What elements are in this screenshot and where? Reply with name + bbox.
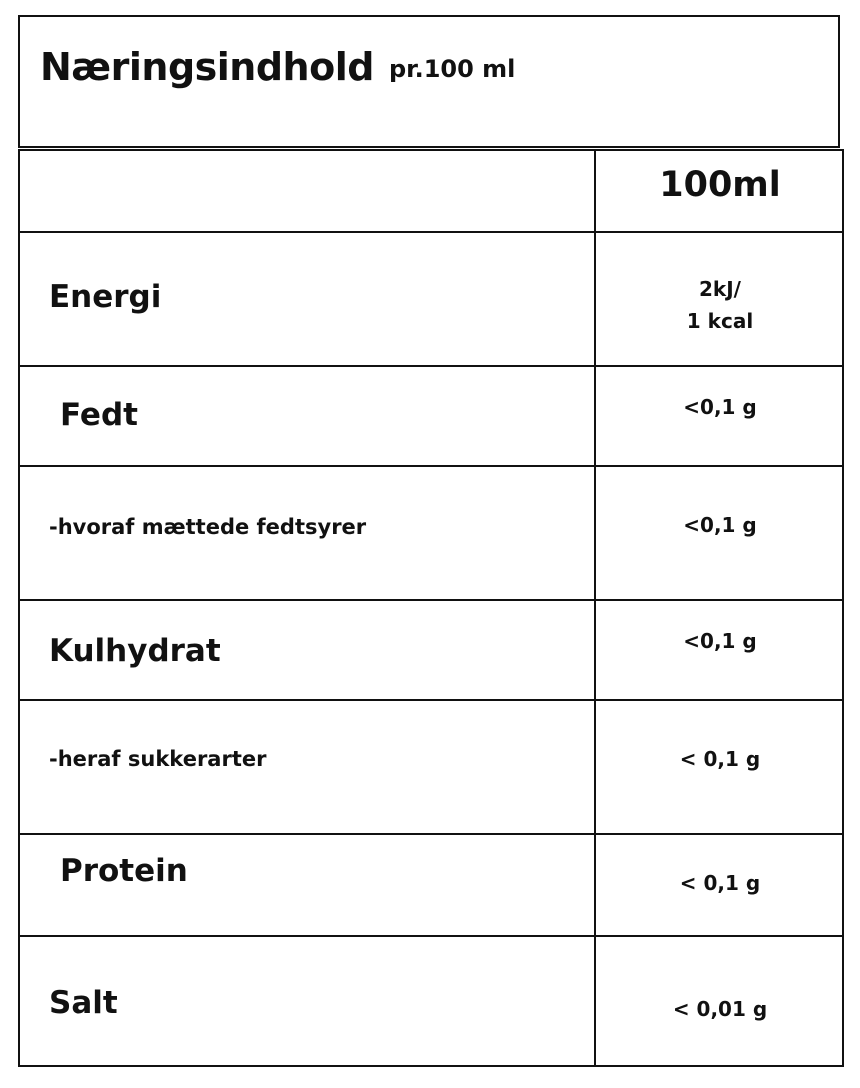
table-row-protein — [18, 835, 844, 937]
table-header-row — [18, 149, 844, 233]
nutrition-table — [18, 149, 844, 1067]
row-label: Kulhydrat — [49, 633, 221, 669]
row-value-line1: 2kJ/ — [699, 277, 741, 301]
per-100ml-subtitle: pr.100 ml — [389, 55, 516, 83]
table-row-salt — [18, 937, 844, 1067]
nutrition-header — [18, 15, 840, 148]
table-row-fedt — [18, 367, 844, 467]
row-label: -heraf sukkerarter — [49, 747, 267, 771]
row-label: Protein — [60, 853, 188, 889]
row-label: Fedt — [60, 397, 138, 433]
row-value-line2: 1 kcal — [686, 309, 754, 333]
row-label: -hvoraf mættede fedtsyrer — [49, 515, 367, 539]
row-value: < 0,01 g — [672, 997, 768, 1021]
row-value: < 0,1 g — [679, 747, 761, 771]
row-value: <0,1 g — [683, 395, 757, 419]
column-header-100ml: 100ml — [659, 165, 781, 205]
row-label: Energi — [49, 279, 162, 315]
row-value: <0,1 g — [683, 629, 757, 653]
table-row-maettede-fedtsyrer — [18, 467, 844, 601]
row-value: < 0,1 g — [679, 871, 761, 895]
nutrition-label — [18, 15, 844, 1067]
page-title: Næringsindhold — [40, 45, 374, 89]
table-row-energi — [18, 233, 844, 367]
row-label: Salt — [49, 985, 118, 1021]
table-row-sukkerarter — [18, 701, 844, 835]
table-row-kulhydrat — [18, 601, 844, 701]
row-value: <0,1 g — [683, 513, 757, 537]
